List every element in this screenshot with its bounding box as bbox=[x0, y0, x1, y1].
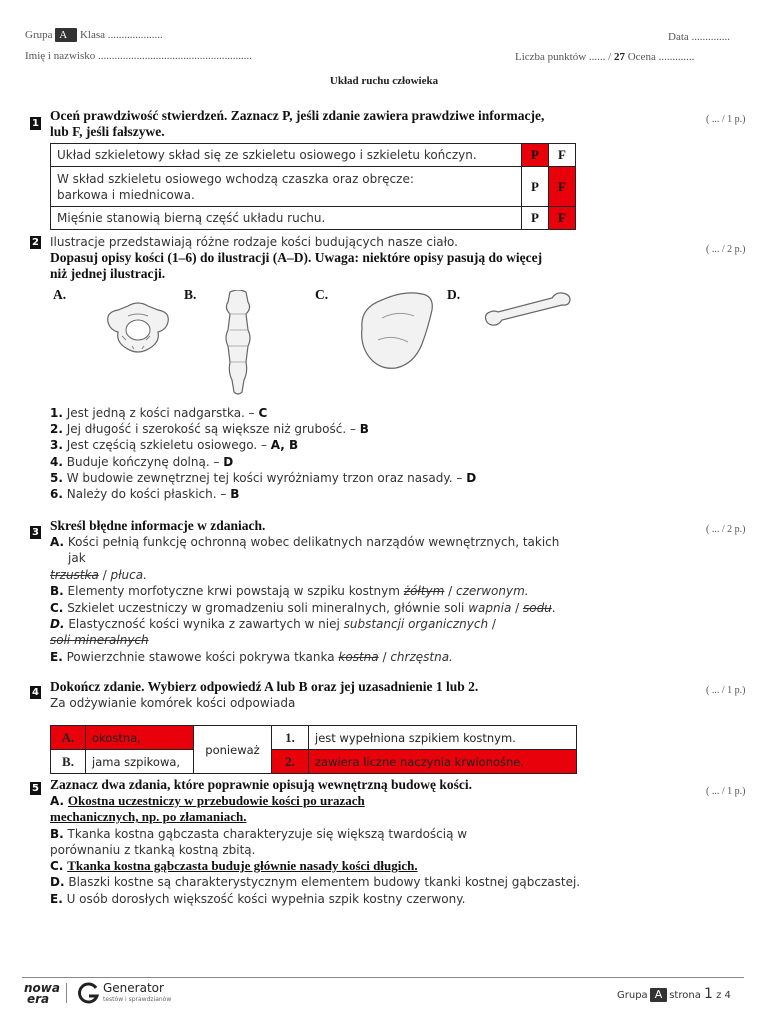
table-row bbox=[51, 726, 577, 750]
option-a-letter[interactable]: A. bbox=[51, 726, 86, 750]
list-item bbox=[50, 421, 476, 437]
option-text: Blaszki kostne są charakterystycznym elementem budowy tkanki kostnej gąbczastej. bbox=[64, 875, 581, 890]
sentence-text: Kości pełnią funkcję ochronną wobec delikatnych narządów wewnętrznych, takich bbox=[64, 535, 560, 549]
sentence-text: Powierzchnie stawowe kości pokrywa tkanka bbox=[62, 649, 339, 664]
option-separator: / bbox=[98, 567, 111, 582]
item-number: 2. bbox=[50, 422, 63, 437]
generator-logo-sub: testów i sprawdzianów bbox=[103, 996, 172, 1003]
illustration-label-a: A. bbox=[53, 287, 67, 302]
list-item bbox=[50, 437, 476, 453]
tf-f-option[interactable]: F bbox=[549, 207, 576, 230]
option-separator: / bbox=[488, 617, 496, 632]
q1-true-false-table bbox=[50, 143, 576, 230]
nowa-era-logo bbox=[24, 983, 60, 1005]
tf-row bbox=[51, 144, 576, 167]
sentence-letter: B. bbox=[50, 584, 64, 599]
item-number: 4. bbox=[50, 454, 63, 469]
tf-row bbox=[51, 207, 576, 230]
option-e[interactable] bbox=[50, 891, 610, 907]
reason-2-number[interactable]: 2. bbox=[272, 750, 309, 774]
ocena-label: Ocena ............. bbox=[624, 51, 695, 63]
option-a-cont bbox=[50, 809, 610, 825]
item-text: Jest jedną z kości nadgarstka. – bbox=[62, 406, 259, 420]
option-b-letter[interactable]: B. bbox=[51, 750, 86, 774]
item-answer[interactable]: B bbox=[230, 487, 240, 502]
option-text: Tkanka kostna gąbczasta charakteryzuje się większą twardością w bbox=[63, 826, 468, 841]
q4-sentence-start: Za odżywianie komórek kości odpowiada bbox=[50, 696, 296, 710]
item-answer[interactable]: D bbox=[223, 454, 234, 469]
option-separator: / bbox=[444, 584, 457, 599]
footer-grupa-label: Grupa bbox=[617, 990, 648, 1001]
logo-line2: era bbox=[27, 992, 50, 1006]
question-number-4: 4 bbox=[30, 686, 41, 699]
q2-points: ( ... / 2 p.) bbox=[706, 244, 746, 255]
ponieważ-cell: ponieważ bbox=[194, 726, 272, 774]
option-text-selected: mechanicznych, np. po złamaniach. bbox=[50, 809, 247, 825]
kept-option[interactable]: czerwonym. bbox=[456, 584, 529, 599]
list-item bbox=[50, 454, 476, 470]
question-number-1: 1 bbox=[30, 117, 41, 130]
tf-statement-line1: W skład szkieletu osiowego wchodzą czaszka oraz obręcze: bbox=[57, 171, 414, 186]
tf-statement-line2: barkowa i miednicowa. bbox=[57, 187, 195, 202]
struck-option[interactable]: żółtym bbox=[403, 584, 445, 599]
option-text: U osób dorosłych większość kości wypełnia szpik kostny czerwony. bbox=[62, 891, 466, 906]
generator-logo-text: Generator bbox=[103, 981, 164, 995]
item-number: 5. bbox=[50, 470, 63, 485]
struck-option[interactable]: trzustka bbox=[50, 567, 99, 582]
option-a-text[interactable]: okostna, bbox=[86, 726, 194, 750]
punkty-total: 27 bbox=[613, 51, 625, 63]
grupa-label: Grupa bbox=[25, 29, 53, 41]
item-text: Należy do kości płaskich. – bbox=[62, 487, 231, 502]
tf-statement: Mięśnie stanowią bierną część układu ruchu. bbox=[51, 207, 522, 230]
tf-statement bbox=[51, 167, 522, 207]
hip-bone-illustration bbox=[352, 288, 438, 372]
q5-instruction: Zaznacz dwa zdania, które poprawnie opisują wewnętrzną budowę kości. bbox=[50, 777, 473, 792]
item-text: Buduje kończynę dolną. – bbox=[62, 454, 224, 469]
reason-1-text[interactable]: jest wypełniona szpikiem kostnym. bbox=[309, 726, 577, 750]
sentence-text: Elementy morfotyczne krwi powstają w szpiku kostnym bbox=[63, 584, 404, 599]
sentence-a bbox=[50, 534, 570, 550]
option-a[interactable] bbox=[50, 793, 610, 809]
logo-line1: nowa bbox=[24, 981, 60, 995]
option-letter: B. bbox=[50, 826, 64, 841]
question-number-5: 5 bbox=[30, 782, 41, 795]
q4-choice-table bbox=[50, 725, 577, 774]
generator-g-icon bbox=[76, 982, 100, 1006]
footer-page-number: 1 bbox=[704, 986, 713, 1002]
option-text-cont: porównaniu z tkanką kostną zbitą. bbox=[50, 842, 256, 857]
footer-page-total: z 4 bbox=[716, 990, 731, 1001]
q1-instruction: Oceń prawdziwość stwierdzeń. Zaznacz P, jeśli zdanie zawiera prawdziwe informacje, lub F, jeśli fałszywe. bbox=[50, 108, 545, 139]
tf-row bbox=[51, 167, 576, 207]
q3-points: ( ... / 2 p.) bbox=[706, 524, 746, 535]
sentence-b bbox=[50, 583, 570, 599]
item-answer[interactable]: C bbox=[258, 406, 268, 420]
option-letter: A. bbox=[50, 794, 65, 808]
sentence-letter: E. bbox=[50, 649, 63, 664]
struck-option[interactable]: kostna bbox=[338, 649, 379, 664]
list-item bbox=[50, 405, 476, 421]
header-grupa bbox=[25, 28, 163, 42]
option-separator: / bbox=[511, 600, 523, 615]
femur-illustration bbox=[482, 290, 574, 328]
option-separator: / bbox=[378, 649, 391, 664]
option-text-selected: Okostna uczestniczy w przebudowie kości po urazach bbox=[67, 793, 365, 808]
table-row bbox=[51, 750, 577, 774]
item-text: Jest częścią szkieletu osiowego. – bbox=[62, 438, 271, 453]
q3-instruction: Skreśl błędne informacje w zdaniach. bbox=[50, 518, 266, 533]
q1-points: ( ... / 1 p.) bbox=[706, 114, 746, 125]
question-number-3: 3 bbox=[30, 526, 41, 539]
item-answer[interactable]: A, B bbox=[270, 438, 299, 453]
item-answer[interactable]: B bbox=[359, 422, 369, 437]
sentence-text: Szkielet uczestniczy w gromadzeniu soli mineralnych, głównie soli bbox=[63, 600, 469, 615]
item-number: 6. bbox=[50, 487, 63, 502]
struck-option[interactable]: soli mineralnych bbox=[50, 633, 149, 648]
list-item bbox=[50, 470, 476, 486]
sentence-c bbox=[50, 600, 570, 616]
question-number-2: 2 bbox=[30, 236, 41, 249]
reason-2-text[interactable]: zawiera liczne naczynia krwionośne. bbox=[309, 750, 577, 774]
tf-p-option[interactable]: P bbox=[522, 144, 549, 167]
tf-f-option[interactable]: F bbox=[549, 167, 576, 207]
footer-strona-label: strona bbox=[669, 990, 701, 1001]
sternum-illustration bbox=[218, 290, 258, 396]
klasa-field[interactable]: Klasa .................... bbox=[79, 29, 163, 41]
sentence-d bbox=[50, 616, 570, 632]
q4-instruction: Dokończ zdanie. Wybierz odpowiedź A lub B oraz jej uzasadnienie 1 lub 2. bbox=[50, 679, 479, 694]
q2-instruction: Dopasuj opisy kości (1–6) do ilustracji (A–D). Uwaga: niektóre opisy pasują do więcej niż jednej ilustracji. bbox=[50, 250, 543, 281]
kept-option[interactable]: wapnia bbox=[468, 600, 512, 615]
kept-option[interactable]: substancji organicznych bbox=[343, 617, 489, 632]
q3-sentences bbox=[50, 534, 570, 665]
page-title: Układ ruchu człowieka bbox=[329, 75, 439, 87]
tf-statement: Układ szkieletowy skład się ze szkieletu osiowego i szkieletu kończyn. bbox=[51, 144, 522, 167]
kept-option[interactable]: płuca. bbox=[110, 567, 147, 582]
imie-field[interactable]: Imię i nazwisko ........................................................ bbox=[25, 50, 253, 62]
option-letter: E. bbox=[50, 891, 63, 906]
tf-p-option[interactable]: P bbox=[522, 207, 549, 230]
option-letter: D. bbox=[50, 875, 65, 890]
reason-1-number[interactable]: 1. bbox=[272, 726, 309, 750]
sentence-a-options bbox=[50, 567, 570, 583]
q5-options bbox=[50, 793, 610, 907]
sentence-letter: D. bbox=[50, 617, 65, 632]
struck-option[interactable]: sodu bbox=[522, 600, 552, 615]
logo-separator bbox=[66, 983, 67, 1003]
option-d[interactable] bbox=[50, 874, 610, 890]
sentence-letter: C. bbox=[50, 600, 64, 615]
sentence-text-cont: jak bbox=[68, 551, 86, 566]
kept-option[interactable]: chrzęstna. bbox=[390, 649, 453, 664]
q2-intro: Ilustracje przedstawiają różne rodzaje kości budujących nasze ciało. bbox=[50, 235, 458, 249]
sentence-e bbox=[50, 649, 570, 665]
footer-page-info bbox=[617, 986, 731, 1002]
item-text: W budowie zewnętrznej tej kości wyróżniamy trzon oraz nasady. – bbox=[62, 470, 467, 485]
item-number: 3. bbox=[50, 438, 63, 453]
item-text: Jej długość i szerokość są większe niż grubość. – bbox=[62, 422, 360, 437]
sentence-text: Elastyczność kości wynika z zawartych w niej bbox=[64, 617, 344, 632]
item-answer[interactable]: D bbox=[466, 470, 477, 485]
list-item bbox=[50, 486, 476, 502]
option-text-selected: Tkanka kostna gąbczasta buduje głównie nasady kości długich. bbox=[67, 858, 418, 874]
q4-points: ( ... / 1 p.) bbox=[706, 685, 746, 696]
sentence-d-cont bbox=[50, 632, 570, 648]
q5-points: ( ... / 1 p.) bbox=[706, 786, 746, 797]
option-c[interactable] bbox=[50, 858, 610, 874]
tf-f-option[interactable]: F bbox=[549, 144, 576, 167]
vertebra-illustration bbox=[102, 292, 174, 360]
sentence-letter: A. bbox=[50, 535, 65, 549]
option-b-text[interactable]: jama szpikowa, bbox=[86, 750, 194, 774]
option-letter: C. bbox=[50, 859, 64, 874]
footer-divider bbox=[22, 977, 744, 978]
tf-p-option[interactable]: P bbox=[522, 167, 549, 207]
illustration-label-c: C. bbox=[315, 287, 329, 302]
footer-grupa-badge: A bbox=[650, 988, 668, 1002]
illustration-label-d: D. bbox=[447, 287, 461, 302]
punkty-label: Liczba punktów ...... / bbox=[515, 51, 614, 63]
sentence-end: . bbox=[551, 600, 556, 615]
data-field[interactable]: Data .............. bbox=[668, 31, 731, 43]
punkty-field[interactable] bbox=[515, 51, 694, 63]
grupa-badge: A bbox=[55, 28, 77, 42]
item-number: 1. bbox=[50, 406, 63, 420]
q2-answer-list bbox=[50, 405, 476, 502]
option-b[interactable] bbox=[50, 826, 610, 842]
illustration-label-b: B. bbox=[184, 287, 197, 302]
